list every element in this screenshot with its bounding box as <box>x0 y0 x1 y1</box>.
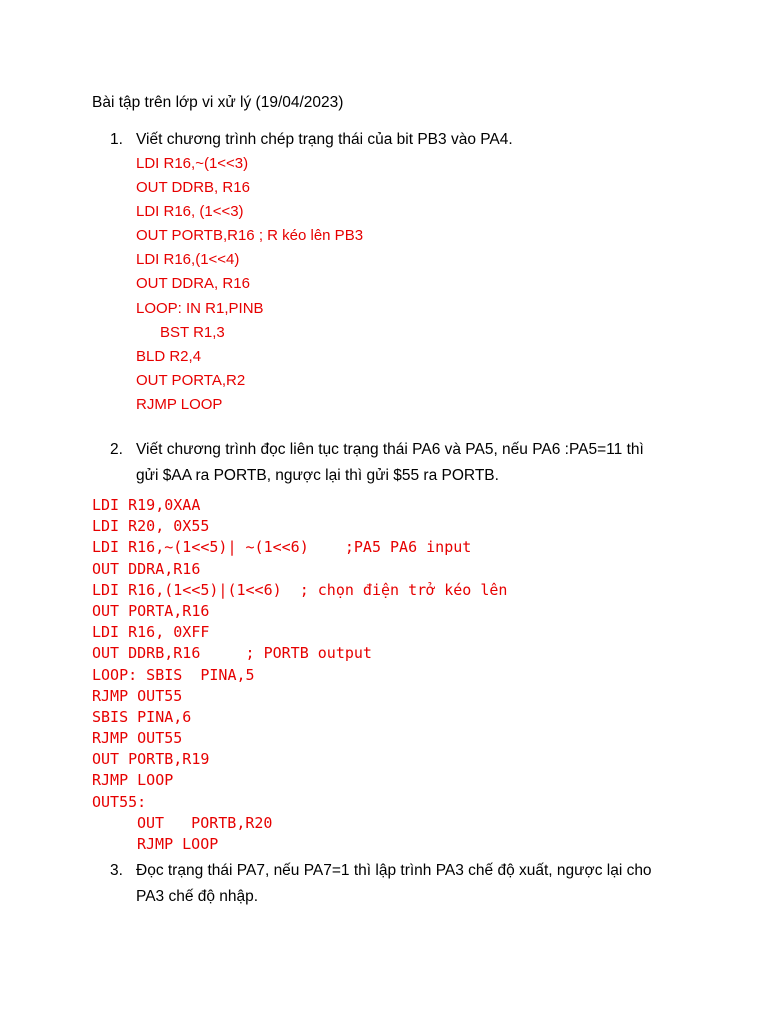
code-line: OUT PORTB,R19 <box>92 750 210 769</box>
code-line: SBIS PINA,6 <box>92 707 192 726</box>
question-text: Đọc trạng thái PA7, nếu PA7=1 thì lập trình PA3 chế độ xuất, ngược lại cho <box>136 862 652 879</box>
code-line: OUT PORTA,R16 <box>92 601 210 620</box>
code-line: OUT PORTA,R2 <box>136 371 246 389</box>
code-line: LDI R16, 0XFF <box>92 623 210 642</box>
code-line: BLD R2,4 <box>136 347 202 365</box>
code-line: RJMP LOOP <box>92 771 174 790</box>
question-text: PA3 chế độ nhập. <box>136 888 259 905</box>
question-text: gửi $AA ra PORTB, ngược lại thì gửi $55 ra PORTB. <box>136 467 499 484</box>
code-line: BST R1,3 <box>160 323 225 341</box>
question-text: Viết chương trình đọc liên tục trạng thái PA6 và PA5, nếu PA6 :PA5=11 thì <box>136 441 644 458</box>
code-line: RJMP LOOP <box>136 395 223 413</box>
code-line: RJMP OUT55 <box>92 686 183 705</box>
code-line: LDI R16,(1<<4) <box>136 251 240 269</box>
code-line: LDI R16,(1<<5)|(1<<6) ; chọn điện trở kéo lên <box>92 580 508 599</box>
page-title: Bài tập trên lớp vi xử lý (19/04/2023) <box>92 94 344 111</box>
code-line: RJMP OUT55 <box>92 729 183 748</box>
code-line: LDI R20, 0X55 <box>92 517 210 536</box>
code-line: LDI R19,0XAA <box>92 496 201 514</box>
question-number: 3. <box>110 862 123 879</box>
code-block-2 <box>92 495 507 855</box>
code-line: LDI R16, (1<<3) <box>136 203 244 221</box>
code-line: LOOP: IN R1,PINB <box>136 299 264 317</box>
code-line: RJMP LOOP <box>137 835 219 853</box>
code-line: LOOP: SBIS PINA,5 <box>92 665 255 684</box>
question-number: 2. <box>110 441 123 458</box>
code-line: OUT PORTB,R20 <box>137 813 273 832</box>
code-line: OUT DDRB, R16 <box>136 179 250 197</box>
code-line: OUT PORTB,R16 ; R kéo lên PB3 <box>136 227 364 245</box>
code-line: OUT DDRB,R16 ; PORTB output <box>92 644 372 663</box>
code-line: LDI R16,~(1<<3) <box>136 155 249 172</box>
code-line: OUT DDRA, R16 <box>136 275 250 293</box>
code-line: LDI R16,~(1<<5)| ~(1<<6) ;PA5 PA6 input <box>92 538 472 557</box>
question-text: Viết chương trình chép trạng thái của bit PB3 vào PA4. <box>136 131 513 148</box>
code-line: OUT55: <box>92 792 147 811</box>
code-line: OUT DDRA,R16 <box>92 559 201 578</box>
question-number: 1. <box>110 131 123 148</box>
code-block-1 <box>136 152 363 417</box>
